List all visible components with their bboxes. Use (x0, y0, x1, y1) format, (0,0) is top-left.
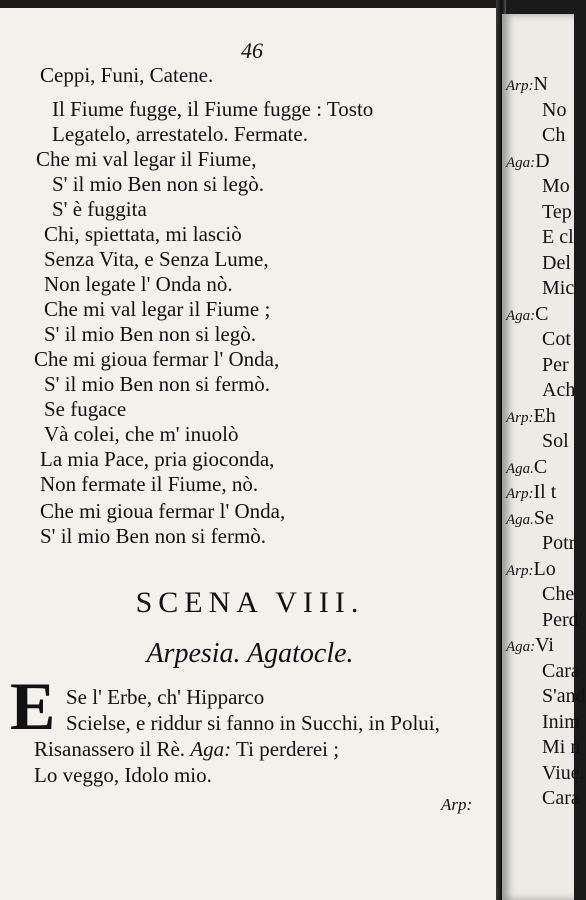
verse-line: S' il mio Ben non si legò. (52, 172, 265, 196)
right-page-line (542, 251, 571, 275)
verse-line: S' il mio Ben non si fermò. (44, 372, 271, 396)
right-page-line-text: Cot (542, 328, 571, 350)
right-page-line-text: C (533, 455, 548, 478)
verse-line: Che mi gioua fermar l' Onda, (40, 499, 286, 523)
scene-line (34, 736, 514, 762)
catchword: Arp: (441, 795, 473, 814)
right-page-line (506, 404, 556, 430)
scene-line-text: Risanassero il Rè. (34, 737, 186, 761)
right-page-line-text: Se (533, 506, 554, 529)
verse-line: Chi, spiettata, mi lasciò (44, 222, 242, 246)
right-page-line-text: Inim (542, 710, 580, 733)
right-page-line-text: D (535, 149, 550, 172)
verse-line: Che mi val legar il Fiume ; (44, 297, 271, 321)
right-page-line-text: Perd (542, 608, 579, 631)
right-page-line-text: Viue. (542, 761, 585, 784)
verse-line: Ceppi, Funi, Catene. (40, 63, 214, 87)
scene-line-text: Ti perderei ; (236, 737, 340, 761)
right-page-line-text: Mi n (542, 736, 581, 758)
right-page-line (542, 276, 574, 300)
right-page-line (542, 98, 566, 122)
right-page-line (542, 174, 570, 198)
right-page-line (506, 455, 547, 481)
right-page-line-text: Cara (542, 787, 580, 809)
right-page-line (506, 633, 554, 659)
right-page-line (542, 353, 569, 377)
speaker-tag: Aga. (506, 460, 534, 477)
speaker-tag: Arp: (506, 486, 534, 502)
right-page-line (542, 531, 575, 555)
right-page-line-text: Vi (535, 634, 554, 656)
speaker-tag: Aga: (190, 737, 232, 761)
right-page-line-text: Che (542, 583, 575, 605)
right-page-line-text: Per (542, 353, 569, 376)
speaker-tag: Aga: (506, 639, 536, 655)
verse-line: Non fermate il Fiume, nò. (40, 472, 259, 496)
right-page-line-text: Eh (533, 404, 556, 427)
right-page-line (542, 429, 569, 453)
verse-line: S' è fuggita (52, 197, 147, 221)
page-number: 46 (241, 38, 263, 63)
right-page-line-text: N (533, 73, 548, 95)
scene-line: Lo veggo, Idolo mio. (34, 763, 212, 787)
verse-line: Il Fiume fugge, il Fiume fugge : Tosto (52, 97, 374, 121)
right-page-line (506, 72, 548, 98)
right-page-line (542, 582, 574, 606)
right-page-line-text: Del (542, 251, 571, 274)
verse-line: Legatelo, arrestatelo. Fermate. (52, 122, 308, 146)
speaker-tag: Arp: (506, 78, 534, 94)
verse-line: Và colei, che m' inuolò (44, 422, 239, 446)
speaker-tag: Aga: (506, 307, 536, 324)
right-page-line (542, 225, 574, 249)
right-page-line-text: Mo (542, 175, 570, 197)
verse-line: Senza Vita, e Senza Lume, (44, 247, 269, 271)
right-page-line (542, 786, 580, 810)
scene-line: Scielse, e riddur si fanno in Succhi, in Polui, (66, 711, 440, 735)
right-page-line (542, 608, 579, 632)
right-page-line-text: Sol (542, 430, 569, 452)
speaker-tag: Aga. (506, 511, 534, 528)
speaker-tag: Arp: (506, 562, 534, 579)
right-page-line (542, 123, 565, 147)
right-page-line (542, 710, 580, 734)
right-page-line (506, 480, 556, 506)
right-page-line (542, 327, 571, 351)
verse-line: Che mi gioua fermar l' Onda, (34, 347, 280, 371)
left-page (0, 8, 500, 900)
right-page-line-text: Mic (542, 277, 575, 299)
right-page (502, 14, 586, 900)
right-page-line (542, 761, 585, 785)
right-page-line-text: Cara (542, 659, 580, 682)
right-page-line-text: Lo (533, 557, 556, 580)
right-page-line (506, 149, 550, 175)
scene-speakers: Arpesia. Agatocle. (146, 638, 354, 669)
verse-line: Se fugace (44, 397, 127, 421)
scene-line: Se l' Erbe, ch' Hipparco (66, 685, 265, 709)
speaker-tag: Arp: (506, 409, 534, 426)
right-page-line-text: Ach (542, 379, 576, 401)
verse-line: S' il mio Ben non si fermò. (40, 524, 267, 548)
verse-line: Che mi val legar il Fiume, (36, 147, 257, 171)
scene-title: SCENA VIII. (135, 586, 365, 619)
right-page-line-text: C (535, 302, 549, 325)
right-page-line (542, 735, 580, 759)
drop-cap: E (10, 668, 56, 744)
right-page-line (542, 378, 575, 402)
right-page-line-text: E cl (542, 226, 574, 248)
verse-line: Non legate l' Onda nò. (44, 272, 233, 296)
right-page-line-text: Ch (542, 124, 566, 146)
right-page-line (506, 506, 554, 532)
verse-line: S' il mio Ben non si legò. (44, 322, 257, 346)
speaker-tag: Aga: (506, 154, 536, 171)
right-page-line (506, 557, 556, 583)
right-page-line-text: S'and (542, 685, 586, 707)
right-page-line-text: No (542, 98, 567, 121)
right-page-line-text: Tep (542, 200, 572, 223)
right-page-line (506, 302, 549, 328)
right-page-line (542, 684, 586, 708)
right-page-line-text: Il t (533, 481, 557, 503)
verse-line: La mia Pace, pria gioconda, (40, 447, 275, 471)
right-page-line (542, 200, 572, 224)
right-page-line-text: Potr (542, 532, 576, 554)
right-page-line (542, 659, 580, 683)
